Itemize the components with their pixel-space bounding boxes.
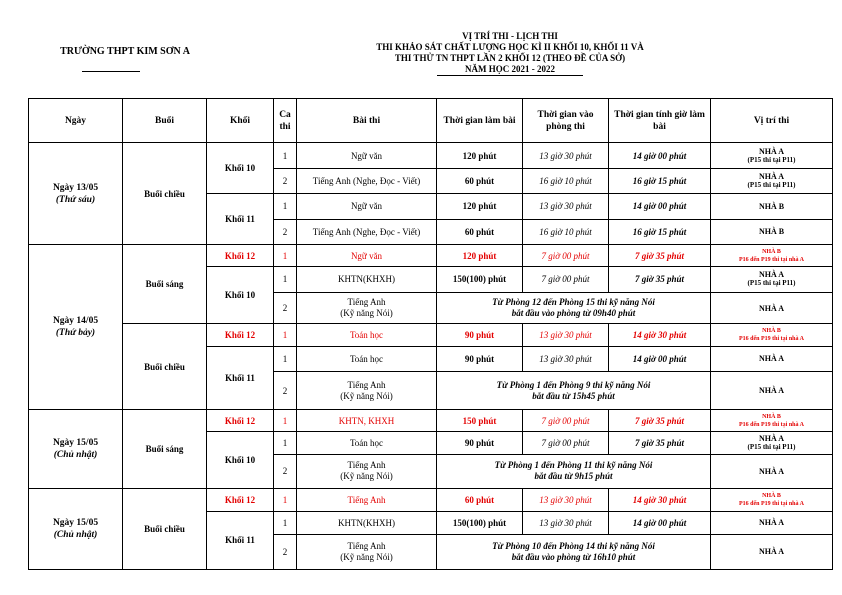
location-cell: NHÀ B [711, 194, 833, 219]
location-cell [711, 489, 833, 511]
grade-cell: Khối 11 [207, 511, 274, 569]
subject-line-2: (Kỹ năng Nói) [340, 551, 393, 562]
enter-time-cell: 7 giờ 00 phút [523, 410, 609, 432]
grade-cell: Khối 11 [207, 194, 274, 245]
subject-line-1: Tiếng Anh [347, 379, 386, 390]
enter-time-cell: 7 giờ 00 phút [523, 267, 609, 292]
col-header-date: Ngày [29, 99, 123, 143]
enter-time-cell: 7 giờ 00 phút [523, 245, 609, 267]
subject-cell [297, 534, 437, 569]
heading-line-3: THI THỬ TN THPT LẦN 2 KHỐI 12 (THEO ĐỀ CỦA SỞ) [394, 53, 626, 63]
enter-time-cell: 16 giờ 10 phút [523, 219, 609, 244]
location-main: NHÀ B [762, 327, 781, 334]
location-cell: NHÀ A [711, 454, 833, 489]
subject-line-1: Tiếng Anh [347, 297, 386, 307]
speaking-note-cell [437, 371, 711, 409]
duration-cell: 90 phút [437, 432, 523, 454]
enter-time-cell: 16 giờ 10 phút [523, 168, 609, 193]
header-row [29, 99, 833, 143]
school-name: TRƯỜNG THPT KIM SƠN A [60, 46, 190, 57]
session-cell: Buổi sáng [123, 245, 207, 324]
start-time-cell: 14 giờ 00 phút [609, 143, 711, 168]
grade-cell: Khối 12 [207, 245, 274, 267]
shift-cell: 1 [274, 410, 297, 432]
subject-line-1: Tiếng Anh [347, 460, 386, 471]
session-cell: Buổi chiều [123, 489, 207, 570]
duration-cell: 120 phút [437, 194, 523, 219]
subject-cell: Toán học [297, 432, 437, 454]
subject-cell: Tiếng Anh (Nghe, Đọc - Viết) [297, 168, 437, 193]
day-cell [29, 143, 123, 245]
school-underline [82, 71, 140, 72]
session-cell: Buổi chiều [123, 324, 207, 410]
subject-cell: Toán học [297, 346, 437, 371]
col-header-session: Buổi [123, 99, 207, 143]
note-line-1: Từ Phòng 10 đến Phòng 14 thi kỹ năng Nói [492, 540, 655, 551]
subject-cell: Ngữ văn [297, 143, 437, 168]
start-time-cell: 14 giờ 30 phút [609, 489, 711, 511]
shift-cell: 2 [274, 219, 297, 244]
enter-time-cell: 13 giờ 30 phút [523, 194, 609, 219]
table-row [29, 410, 833, 432]
duration-cell: 120 phút [437, 245, 523, 267]
location-main: NHÀ A [758, 433, 785, 443]
location-note: (P15 thi tại P11) [747, 155, 796, 164]
col-header-enter-time: Thời gian vào phòng thi [523, 99, 609, 143]
note-line-1: Từ Phòng 1 đến Phòng 11 thi kỹ năng Nói [494, 460, 653, 471]
shift-cell: 1 [274, 267, 297, 292]
note-line-2: bắt đầu từ 15h45 phút [532, 390, 615, 401]
location-cell: NHÀ A [711, 346, 833, 371]
location-main: NHÀ B [762, 413, 781, 420]
day-weekday: (Thứ sáu) [55, 194, 96, 205]
day-weekday: (Thứ bảy) [55, 328, 96, 339]
duration-cell: 90 phút [437, 324, 523, 346]
day-date: Ngày 15/05 [52, 518, 99, 529]
heading-line-2: THI KHẢO SÁT CHẤT LƯỢNG HỌC KÌ II KHỐI 10, KHỐI 11 VÀ [376, 42, 644, 52]
subject-cell: Tiếng Anh (Nghe, Đọc - Viết) [297, 219, 437, 244]
subject-cell: KHTN(KHXH) [297, 267, 437, 292]
subject-cell: KHTN(KHXH) [297, 511, 437, 534]
heading-line-1: VỊ TRÍ THI - LỊCH THI [462, 31, 558, 41]
day-cell [29, 245, 123, 410]
location-cell: NHÀ A [711, 371, 833, 409]
subject-cell [297, 454, 437, 489]
duration-cell: 150(100) phút [437, 267, 523, 292]
grade-cell: Khối 10 [207, 143, 274, 194]
enter-time-cell: 13 giờ 30 phút [523, 324, 609, 346]
subject-cell [297, 292, 437, 324]
shift-cell: 2 [274, 371, 297, 409]
location-note: P16 đến P19 thi tại nhà A [738, 421, 804, 428]
day-date: Ngày 13/05 [52, 182, 99, 193]
subject-line-1: Tiếng Anh [347, 540, 386, 551]
day-cell [29, 489, 123, 570]
location-cell: NHÀ A [711, 534, 833, 569]
table-row [29, 245, 833, 267]
day-date: Ngày 15/05 [52, 438, 99, 449]
location-main: NHÀ A [758, 146, 785, 156]
subject-line-2: (Kỹ năng Nói) [340, 308, 393, 318]
col-header-shift: Ca thi [274, 99, 297, 143]
shift-cell: 1 [274, 432, 297, 454]
shift-cell: 1 [274, 245, 297, 267]
location-cell: NHÀ A [711, 292, 833, 324]
day-cell [29, 410, 123, 489]
col-header-subject: Bài thi [297, 99, 437, 143]
session-cell: Buổi chiều [123, 143, 207, 245]
subject-cell: KHTN, KHXH [297, 410, 437, 432]
location-cell [711, 267, 833, 292]
subject-line-2: (Kỹ năng Nói) [340, 471, 393, 482]
location-note: P16 đến P19 thi tại nhà A [738, 335, 804, 342]
note-line-1: Từ Phòng 12 đến Phòng 15 thi kỹ năng Nói [492, 297, 655, 307]
note-line-1: Từ Phòng 1 đến Phòng 9 thi kỹ năng Nói [496, 379, 651, 390]
col-header-duration: Thời gian làm bài [437, 99, 523, 143]
document-heading [300, 31, 720, 76]
subject-cell: Toán học [297, 324, 437, 346]
location-main: NHÀ A [758, 270, 785, 280]
session-cell: Buổi sáng [123, 410, 207, 489]
shift-cell: 1 [274, 194, 297, 219]
location-cell [711, 245, 833, 267]
location-cell: NHÀ A [711, 511, 833, 534]
speaking-note-cell [437, 534, 711, 569]
exam-schedule-table [28, 98, 833, 570]
start-time-cell: 16 giờ 15 phút [609, 168, 711, 193]
location-note: (P15 thi tại P11) [747, 442, 796, 451]
subject-line-2: (Kỹ năng Nói) [340, 390, 393, 401]
duration-cell: 60 phút [437, 489, 523, 511]
col-header-start-time: Thời gian tính giờ làm bài [609, 99, 711, 143]
start-time-cell: 7 giờ 35 phút [609, 267, 711, 292]
duration-cell: 60 phút [437, 219, 523, 244]
shift-cell: 1 [274, 489, 297, 511]
location-cell: NHÀ B [711, 219, 833, 244]
location-cell [711, 432, 833, 454]
start-time-cell: 14 giờ 00 phút [609, 511, 711, 534]
day-weekday: (Chủ nhật) [53, 530, 98, 541]
shift-cell: 2 [274, 292, 297, 324]
col-header-location: Vị trí thi [711, 99, 833, 143]
start-time-cell: 14 giờ 00 phút [609, 346, 711, 371]
enter-time-cell: 13 giờ 30 phút [523, 489, 609, 511]
table-row [29, 324, 833, 346]
grade-cell: Khối 12 [207, 324, 274, 346]
shift-cell: 2 [274, 454, 297, 489]
speaking-note-cell [437, 454, 711, 489]
location-cell [711, 168, 833, 193]
enter-time-cell: 13 giờ 30 phút [523, 346, 609, 371]
subject-cell [297, 371, 437, 409]
shift-cell: 1 [274, 346, 297, 371]
location-main: NHÀ B [762, 248, 781, 255]
col-header-grade: Khối [207, 99, 274, 143]
duration-cell: 60 phút [437, 168, 523, 193]
note-line-2: bắt đầu vào phòng từ 16h10 phút [511, 551, 636, 562]
grade-cell: Khối 10 [207, 267, 274, 324]
location-note: P16 đến P19 thi tại nhà A [738, 501, 804, 508]
location-cell [711, 410, 833, 432]
duration-cell: 150 phút [437, 410, 523, 432]
shift-cell: 2 [274, 534, 297, 569]
start-time-cell: 14 giờ 00 phút [609, 194, 711, 219]
subject-cell: Tiếng Anh [297, 489, 437, 511]
grade-cell: Khối 11 [207, 346, 274, 409]
start-time-cell: 14 giờ 30 phút [609, 324, 711, 346]
grade-cell: Khối 12 [207, 410, 274, 432]
start-time-cell: 7 giờ 35 phút [609, 432, 711, 454]
location-note: P16 đến P19 thi tại nhà A [738, 256, 804, 263]
enter-time-cell: 7 giờ 00 phút [523, 432, 609, 454]
shift-cell: 1 [274, 143, 297, 168]
subject-cell: Ngữ văn [297, 194, 437, 219]
subject-cell: Ngữ văn [297, 245, 437, 267]
location-main: NHÀ B [762, 493, 781, 500]
enter-time-cell: 13 giờ 30 phút [523, 511, 609, 534]
start-time-cell: 7 giờ 35 phút [609, 245, 711, 267]
school-year: NĂM HỌC 2021 - 2022 [437, 64, 583, 76]
day-weekday: (Chủ nhật) [53, 450, 98, 461]
shift-cell: 1 [274, 324, 297, 346]
grade-cell: Khối 12 [207, 489, 274, 511]
shift-cell: 2 [274, 168, 297, 193]
grade-cell: Khối 10 [207, 432, 274, 489]
location-note: (P15 thi tại P11) [747, 279, 796, 288]
table-row [29, 489, 833, 511]
table-row [29, 143, 833, 168]
location-cell [711, 324, 833, 346]
note-line-2: bắt đầu vào phòng từ 09h40 phút [511, 308, 636, 318]
duration-cell: 150(100) phút [437, 511, 523, 534]
note-line-2: bắt đầu từ 9h15 phút [534, 471, 613, 482]
shift-cell: 1 [274, 511, 297, 534]
speaking-note-cell [437, 292, 711, 324]
duration-cell: 120 phút [437, 143, 523, 168]
duration-cell: 90 phút [437, 346, 523, 371]
location-note: (P15 thi tại P11) [747, 181, 796, 190]
location-cell [711, 143, 833, 168]
location-main: NHÀ A [758, 172, 785, 182]
start-time-cell: 7 giờ 35 phút [609, 410, 711, 432]
day-date: Ngày 14/05 [52, 316, 99, 327]
start-time-cell: 16 giờ 15 phút [609, 219, 711, 244]
enter-time-cell: 13 giờ 30 phút [523, 143, 609, 168]
